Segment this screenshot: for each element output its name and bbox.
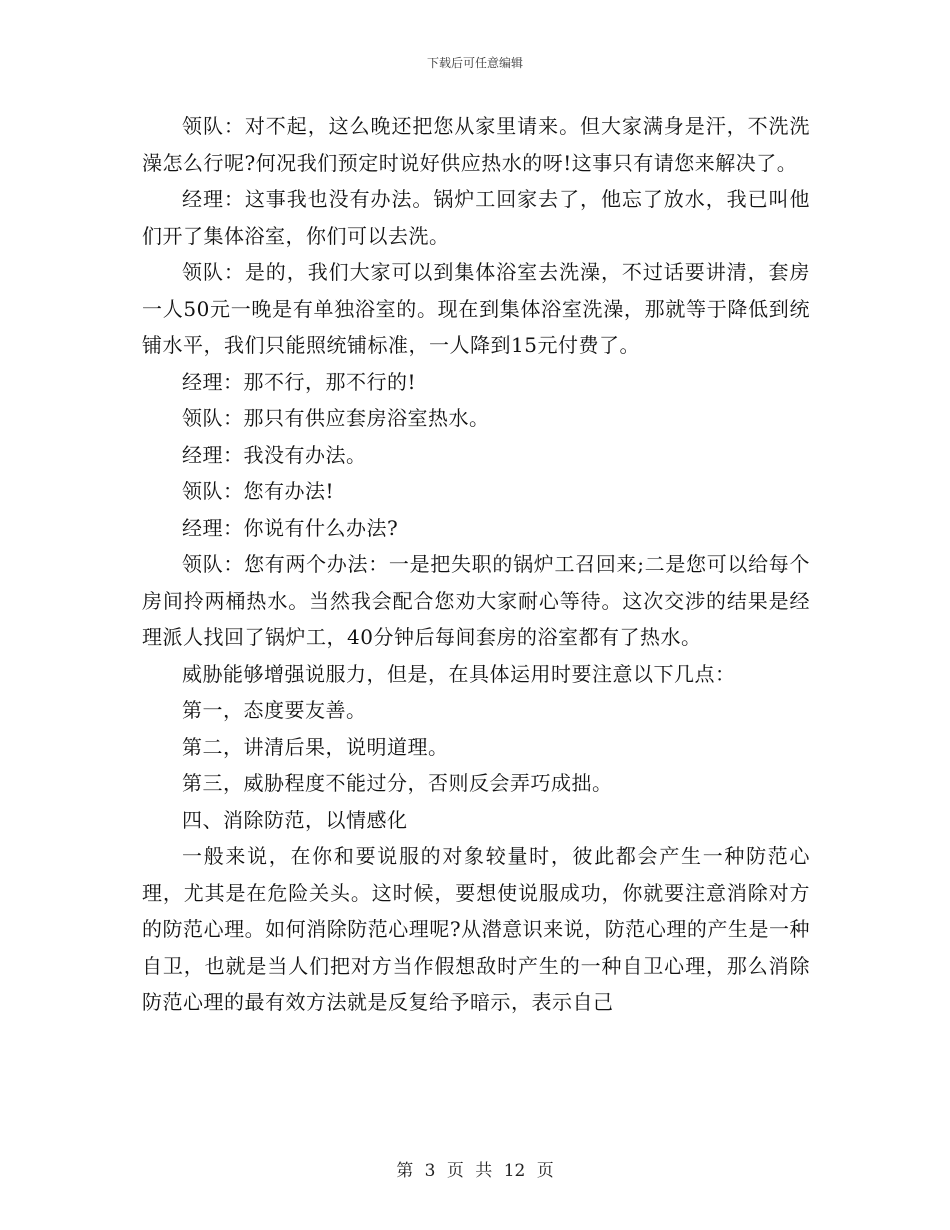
paragraph: 领队：您有办法! (182, 479, 335, 503)
paragraph: 第三，威胁程度不能过分，否则反会弄巧成拙。 (182, 771, 613, 795)
paragraph: 经理：你说有什么办法? (182, 515, 399, 540)
paragraph: 经理：我没有办法。 (182, 442, 367, 467)
paragraph: 领队：是的，我们大家可以到集体浴室去洗澡，不过话要讲清，套房一人50元一晚是有单独浴室的。现在到集体浴室洗澡，那就等于降低到统铺水平，我们只能照统铺标准，一人降到15元付费了。 (142, 260, 810, 357)
paragraph: 经理：那不行，那不行的! (182, 369, 417, 394)
paragraph: 威胁能够增强说服力，但是，在具体运用时要注意以下几点： (182, 661, 736, 686)
paragraph: 领队：对不起，这么晚还把您从家里请来。但大家满身是汗，不洗洗澡怎么行呢?何况我们预定时说好供应热水的呀!这事只有请您来解决了。 (142, 114, 810, 175)
paragraph: 领队：那只有供应套房浴室热水。 (182, 406, 490, 430)
page-footer: 第 3 页 共 12 页 (396, 1161, 554, 1181)
paragraph: 第一，态度要友善。 (182, 698, 367, 722)
paragraph: 领队：您有两个办法：一是把失职的锅炉工召回来;二是您可以给每个房间拎两桶热水。当然我会配合您劝大家耐心等待。这次交涉的结果是经理派人找回了锅炉工，40分钟后每间套房的浴室都有了热水。 (142, 552, 810, 649)
section-heading: 四、消除防范，以情感化 (182, 807, 408, 832)
paragraph: 经理：这事我也没有办法。锅炉工回家去了，他忘了放水，我已叫他们开了集体浴室，你们可以去洗。 (142, 187, 810, 248)
paragraph: 一般来说，在你和要说服的对象较量时，彼此都会产生一种防范心理，尤其是在危险关头。这时候，要想使说服成功，你就要注意消除对方的防范心理。如何消除防范心理呢?从潜意识来说，防范心理的产生是一种自卫，也就是当人们把对方当作假想敌时产生的一种自卫心理，那么消除防范心理的最有效方法就是反复给予暗示，表示自己 (142, 844, 810, 1014)
page-header: 下载后可任意编辑 (426, 56, 523, 70)
document-body (142, 108, 810, 1021)
paragraph: 第二，讲清后果，说明道理。 (182, 734, 449, 759)
